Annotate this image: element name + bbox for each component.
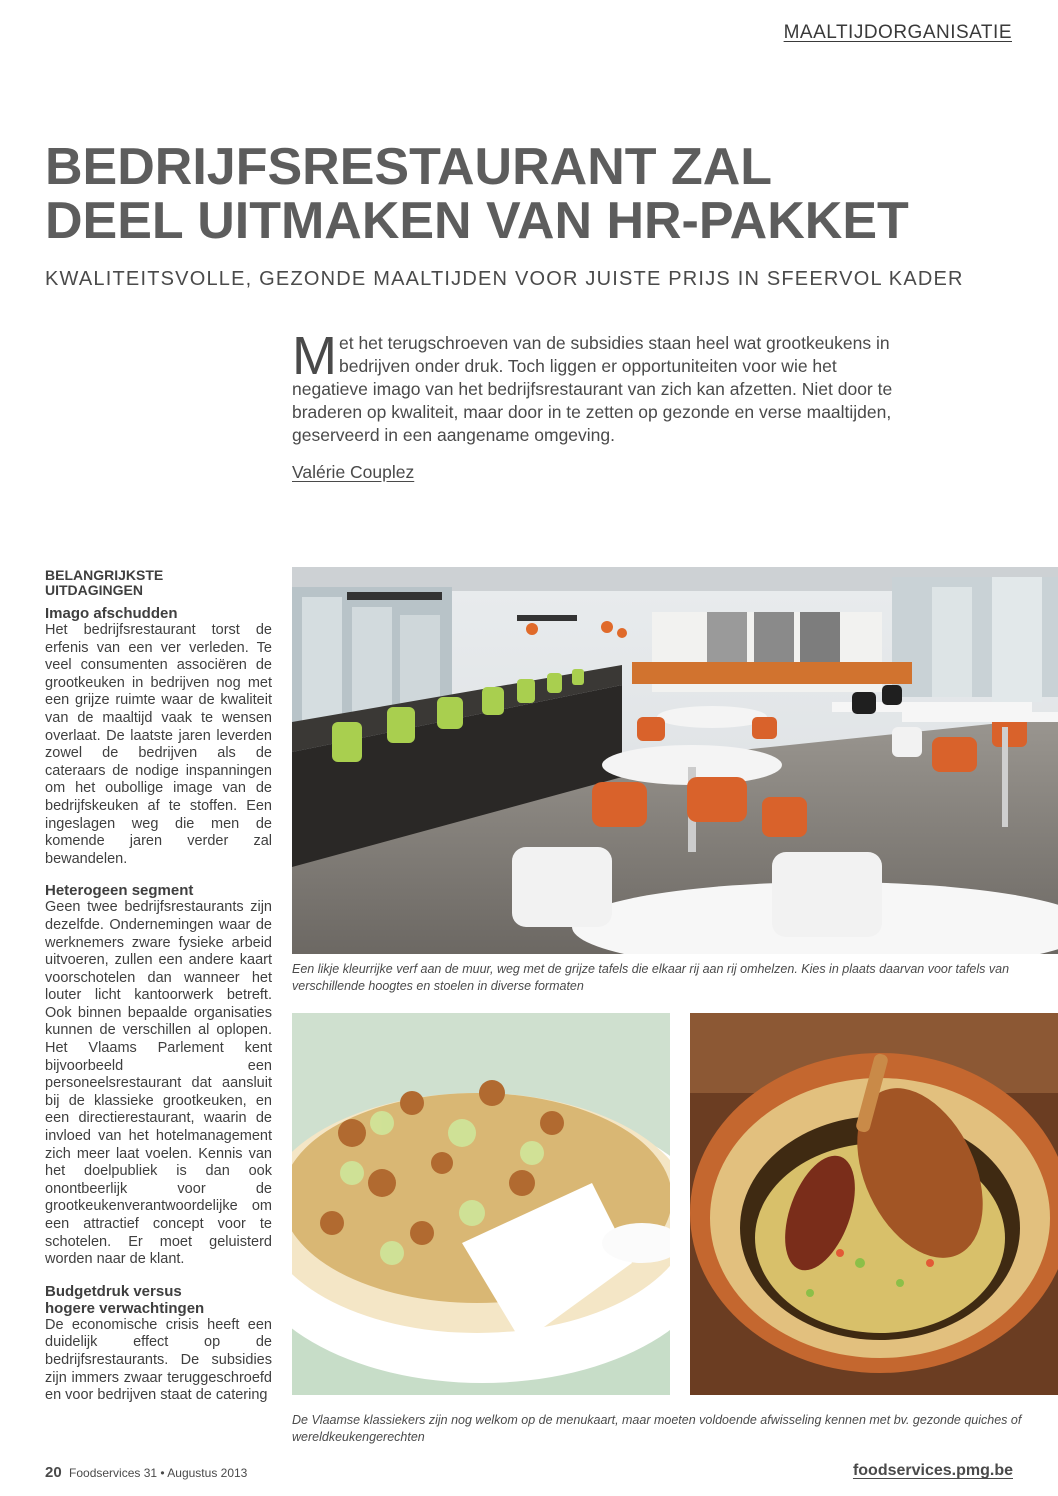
sidebar-column: [45, 568, 272, 1419]
issue-info: Foodservices 31 • Augustus 2013: [69, 1466, 248, 1480]
author-byline: Valérie Couplez: [292, 462, 415, 482]
page-number: 20: [45, 1464, 62, 1481]
section-label: MAALTIJDORGANISATIE: [783, 22, 1012, 43]
section-heading-budgetdruk: [45, 1283, 272, 1317]
headline-line-1: BEDRIJFSRESTAURANT ZAL: [45, 138, 773, 196]
article-subheadline: KWALITEITSVOLLE, GEZONDE MAALTIJDEN VOOR JUISTE PRIJS IN SFEERVOL KADER: [45, 268, 964, 290]
quiche-photo: [292, 1013, 670, 1395]
food-photos-caption: De Vlaamse klassiekers zijn nog welkom op de menukaart, maar moeten voldoende afwisseling kennen met bv. gezonde quiches of wereldkeukengerechten: [292, 1413, 1022, 1444]
website-link[interactable]: foodservices.pmg.be: [852, 1462, 1013, 1479]
article-headline: [45, 140, 909, 248]
tagine-illustration: [690, 1013, 1058, 1395]
section-heading-heterogeen: Heterogeen segment: [45, 882, 194, 900]
section-body-imago: Het bedrijfsrestaurant torst de erfenis van een ver verleden. Te veel consumenten associëren de grootkeuken in bedrijven nog met een grijze ruimte waar de kwaliteit van de maaltijd vaak te wensen overlaat. De laatste jaren leverden zowel de bedrijven als de cateraars de nodige inspanningen om het oubollige image van de bedrijfskeuken af te stoffen. Een ingeslagen weg die men de komende jaren verder zal bewandelen.: [45, 622, 272, 867]
sidebar-kicker: [45, 568, 272, 598]
budget-heading-line-1: Budgetdruk versus: [45, 1282, 182, 1300]
quiche-illustration: [292, 1013, 670, 1395]
intro-dropcap: M: [292, 326, 337, 386]
page-footer-left: [45, 1464, 247, 1481]
kicker-line-2: UITDAGINGEN: [45, 582, 143, 598]
section-heading-imago: Imago afschudden: [45, 605, 178, 622]
article-intro: [292, 326, 912, 447]
restaurant-illustration: [292, 567, 1058, 954]
section-body-heterogeen: Geen twee bedrijfsrestaurants zijn dezelfde. Ondernemingen waar de werknemers zware fysieke arbeid uitvoeren, zullen een andere kaart voorschotelen dan wanneer het louter licht kantoorwerk betreft. Ook binnen bepaalde organisaties kunnen de verschillen al oplopen. Het Vlaams Parlement kent bijvoorbeeld een personeelsrestaurant dat aansluit bij de klassieke grootkeuken, en een directierestaurant, waarin de invloed van het hotelmanagement zich meer laat voelen. Kennis van het doelpubliek is dan ook onontbeerlijk voor de grootkeukenverantwoordelijke om een attractief concept voor te schotelen. Er moet geluisterd worden naar de klant.: [45, 899, 272, 1268]
intro-text: et het terugschroeven van de subsidies staan heel wat grootkeukens in bedrijven onder druk. Toch liggen er opportuniteiten voor wie het negatieve imago van het bedrijfsrestaurant van zich kan afzetten. Niet door te braderen op kwaliteit, maar door in te zetten op gezonde en verse maaltijden, geserveerd in een aangename omgeving.: [292, 333, 893, 445]
section-body-budgetdruk: De economische crisis heeft een duidelijk effect op de bedrijfsrestaurants. De subsidies zijn immers zwaar teruggeschroefd en voor bedrijven staat de catering: [45, 1316, 272, 1404]
restaurant-photo-caption: Een likje kleurrijke verf aan de muur, weg met de grijze tafels die elkaar rij aan rij omhelzen. Kies in plaats daarvan voor tafels van verschillende hoogtes en stoelen in diverse formaten: [292, 962, 1010, 993]
kicker-line-1: BELANGRIJKSTE: [45, 567, 164, 583]
tagine-photo: [690, 1013, 1058, 1395]
budget-heading-line-2: hogere verwachtingen: [45, 1299, 205, 1317]
restaurant-photo: [292, 567, 1058, 954]
headline-line-2: DEEL UITMAKEN VAN HR-PAKKET: [45, 192, 909, 250]
